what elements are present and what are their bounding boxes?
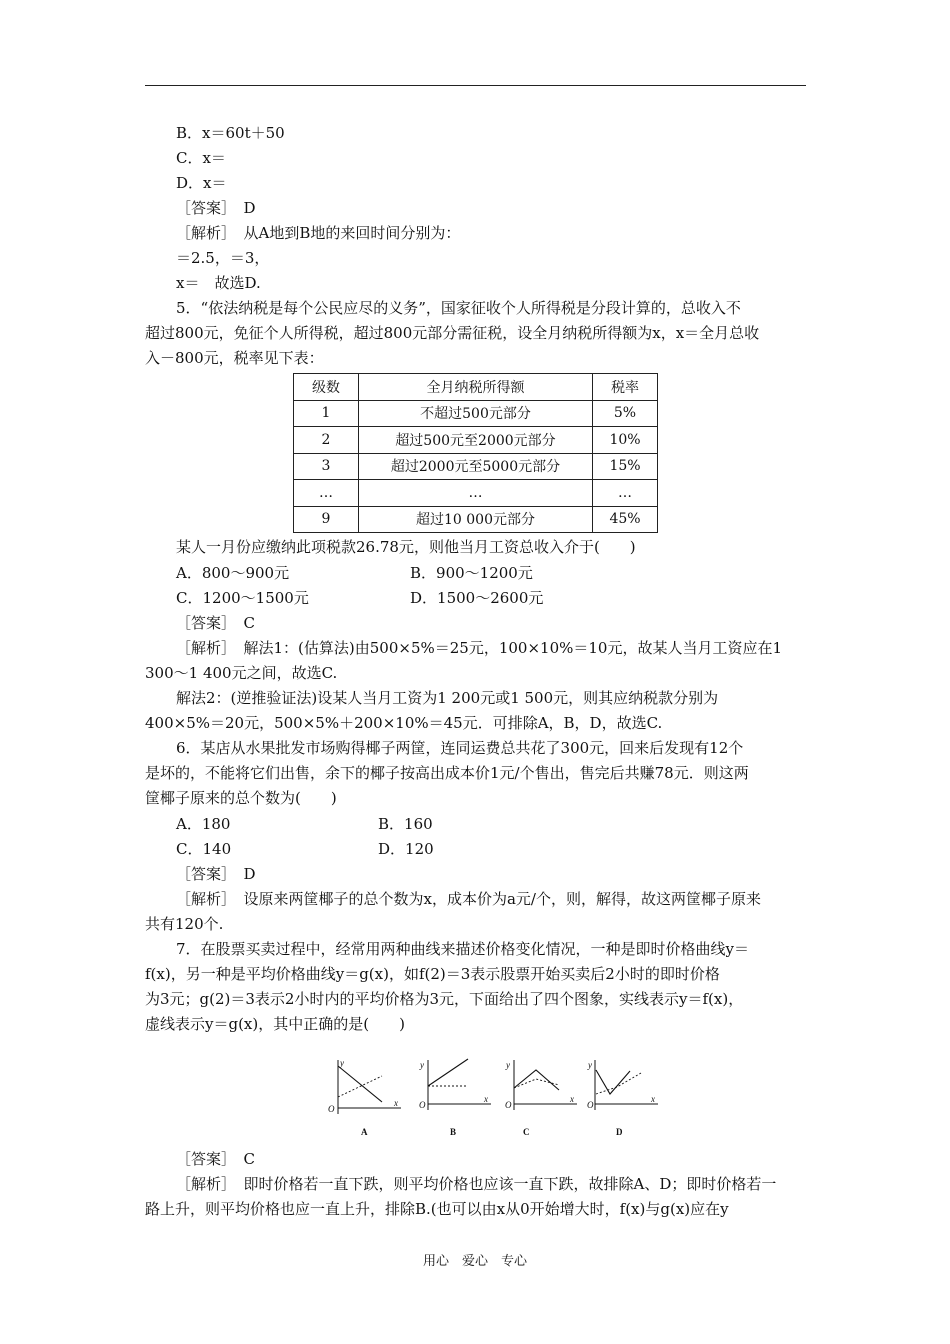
q5-option-d: D．1500～2600元 (410, 589, 544, 607)
q5-stem-line1: 5．“依法纳税是每个公民应尽的义务”，国家征收个人所得税是分段计算的，总收入不 (176, 299, 741, 317)
table-header-cell: 税率 (593, 374, 658, 401)
table-cell: 3 (294, 453, 359, 480)
graph-a (328, 1058, 401, 1137)
table-cell: 15% (593, 453, 658, 480)
table-cell: 10% (593, 427, 658, 454)
q6-option-b: B．160 (378, 815, 433, 833)
q7-answer: ［答案］ C (176, 1150, 255, 1168)
axis-label-x: x (651, 1094, 655, 1104)
q5-answer: ［答案］ C (176, 614, 255, 632)
table-row (294, 453, 658, 480)
q4-option-b: B．x＝60t＋50 (176, 124, 285, 142)
table-cell: 1 (294, 400, 359, 427)
page-footer: 用心 爱心 专心 (422, 1254, 527, 1269)
table-header-row (294, 374, 658, 401)
graph-label: C (523, 1127, 530, 1137)
q5-option-b: B．900～1200元 (410, 564, 533, 582)
table-cell: 不超过500元部分 (359, 400, 593, 427)
table-row (294, 400, 658, 427)
tax-rate-table (293, 373, 658, 533)
q4-analysis-line3: x＝ 故选D. (176, 274, 261, 292)
q5-analysis-line2: 300～1 400元之间，故选C. (145, 664, 338, 682)
table-cell: … (359, 480, 593, 507)
price-curves-figure (325, 1056, 660, 1142)
solid-curve-f (514, 1070, 559, 1090)
axis-label-y: y (506, 1060, 510, 1070)
q6-option-a: A．180 (176, 815, 231, 833)
solid-curve-f (596, 1070, 630, 1094)
q5-option-c: C．1200～1500元 (176, 589, 309, 607)
header-rule (145, 85, 806, 86)
graph-d (587, 1060, 658, 1137)
table-cell: 5% (593, 400, 658, 427)
q6-stem-line3: 筐椰子原来的总个数为( ) (145, 789, 337, 807)
table-cell: 9 (294, 506, 359, 533)
q5-question: 某人一月份应缴纳此项税款26.78元，则他当月工资总收入介于( ) (176, 538, 636, 556)
q6-option-c: C．140 (176, 840, 232, 858)
q4-option-c: C．x＝ (176, 149, 226, 167)
q7-analysis-line1: ［解析］ 即时价格若一直下跌，则平均价格也应该一直下跌，故排除A、D；即时价格若一 (176, 1175, 777, 1193)
graph-b (419, 1059, 491, 1137)
solid-curve-f (338, 1066, 382, 1102)
graph-c (505, 1060, 577, 1137)
q7-stem-line4: 虚线表示y＝g(x)，其中正确的是( ) (145, 1015, 405, 1033)
axis-label-x: x (394, 1098, 398, 1108)
table-header-cell: 级数 (294, 374, 359, 401)
axis-label-x: x (484, 1094, 488, 1104)
table-cell: … (294, 480, 359, 507)
q5-stem-line3: 入－800元，税率见下表： (145, 349, 324, 367)
q5-stem-line2: 超过800元，免征个人所得税，超过800元部分需征税，设全月纳税所得额为x，x＝全月总收 (145, 324, 760, 342)
axis-label-y: y (588, 1060, 592, 1070)
table-row (294, 480, 658, 507)
graph-label: A (361, 1127, 368, 1137)
q6-analysis-line1: ［解析］ 设原来两筐椰子的总个数为x，成本价为a元/个，则，解得，故这两筐椰子原来 (176, 890, 761, 908)
origin-label: O (328, 1104, 335, 1114)
table-cell: 2 (294, 427, 359, 454)
q7-analysis-line2: 路上升，则平均价格也应一直上升，排除B.(也可以由x从0开始增大时，f(x)与g(x)应在y (145, 1200, 729, 1218)
table-row (294, 506, 658, 533)
q4-answer: ［答案］ D (176, 199, 256, 217)
axis-label-y: y (420, 1060, 424, 1070)
q4-option-d: D．x＝ (176, 174, 227, 192)
origin-label: O (419, 1100, 426, 1110)
q5-analysis-line3: 解法2：(逆推验证法)设某人当月工资为1 200元或1 500元，则其应纳税款分别为 (176, 689, 719, 707)
q5-analysis-line4: 400×5%＝20元，500×5%＋200×10%＝45元．可排除A，B，D，故选C. (145, 714, 663, 732)
q7-stem-line1: 7．在股票买卖过程中，经常用两种曲线来描述价格变化情况，一种是即时价格曲线y＝ (176, 940, 750, 958)
table-header-cell: 全月纳税所得额 (359, 374, 593, 401)
origin-label: O (587, 1100, 594, 1110)
q5-option-a: A．800～900元 (176, 564, 290, 582)
solid-curve-f (428, 1059, 468, 1086)
q6-option-d: D．120 (378, 840, 434, 858)
table-cell: 超过500元至2000元部分 (359, 427, 593, 454)
origin-label: O (505, 1100, 512, 1110)
q6-answer: ［答案］ D (176, 865, 256, 883)
q4-analysis-line1: ［解析］ 从A地到B地的来回时间分别为： (176, 224, 461, 242)
table-cell: 超过2000元至5000元部分 (359, 453, 593, 480)
table-row (294, 427, 658, 454)
dashed-curve-g (338, 1076, 382, 1097)
q6-analysis-line2: 共有120个. (145, 915, 224, 933)
table-cell: … (593, 480, 658, 507)
q6-stem-line1: 6．某店从水果批发市场购得椰子两筐，连同运费总共花了300元，回来后发现有12个 (176, 739, 744, 757)
axis-label-y: y (340, 1058, 344, 1068)
graph-label: B (450, 1127, 457, 1137)
table-cell: 45% (593, 506, 658, 533)
table-cell: 超过10 000元部分 (359, 506, 593, 533)
q7-stem-line3: 为3元；g(2)＝3表示2小时内的平均价格为3元，下面给出了四个图象，实线表示y＝f(x)， (145, 990, 744, 1008)
q6-stem-line2: 是坏的，不能将它们出售，余下的椰子按高出成本价1元/个售出，售完后共赚78元．则这两 (145, 764, 749, 782)
q4-analysis-line2: ＝2.5，＝3， (176, 249, 270, 267)
dashed-curve-g (514, 1079, 559, 1088)
q5-analysis-line1: ［解析］ 解法1：(估算法)由500×5%＝25元，100×10%＝10元，故某人当月工资应在1 (176, 639, 783, 657)
axis-label-x: x (570, 1094, 574, 1104)
graph-label: D (616, 1127, 623, 1137)
q7-stem-line2: f(x)，另一种是平均价格曲线y＝g(x)，如f(2)＝3表示股票开始买卖后2小时的即时价格 (145, 965, 720, 983)
